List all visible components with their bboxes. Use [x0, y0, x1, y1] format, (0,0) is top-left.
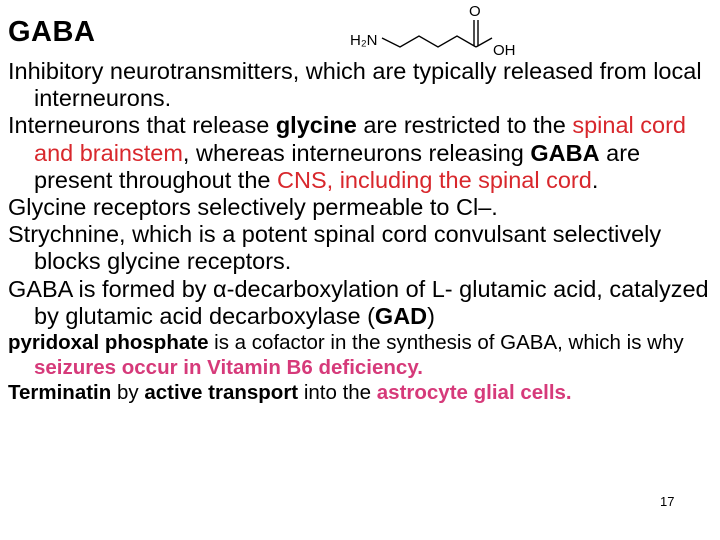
paragraph-p2	[8, 112, 714, 194]
text-segment: by	[111, 381, 145, 405]
bullet-content	[8, 58, 714, 405]
text-segment: Terminatin	[8, 381, 112, 405]
paragraph-p3	[8, 194, 714, 221]
carbonyl-oxygen-label: O	[469, 3, 481, 20]
gaba-structure-diagram	[346, 0, 526, 60]
text-segment: astrocyte glial cells.	[376, 381, 572, 405]
paragraph-p7	[8, 380, 714, 405]
text-segment: is a cofactor in the synthesis of GABA, which is why	[208, 331, 684, 355]
text-segment: into the	[298, 381, 377, 405]
text-segment: are restricted to the	[356, 112, 573, 139]
text-segment: , whereas interneurons releasing	[182, 139, 531, 166]
paragraph-p6	[8, 330, 714, 380]
carbon-chain-bonds	[382, 36, 476, 47]
page-number: 17	[660, 494, 675, 509]
text-segment: are present throughout the	[34, 139, 641, 193]
text-segment: .	[591, 166, 599, 193]
text-segment: GAD	[374, 302, 428, 329]
text-segment: active transport	[144, 381, 299, 405]
text-segment: CNS, including the spinal cord	[277, 166, 592, 193]
text-segment: Glycine receptors selectively permeable to Cl–.	[8, 194, 498, 221]
paragraph-p5	[8, 276, 714, 330]
text-segment: glycine	[275, 112, 357, 139]
amine-label: H₂N	[350, 32, 378, 49]
slide-title: GABA	[8, 16, 96, 48]
text-segment: GABA is formed by α-decarboxylation of L- glutamic acid, catalyzed by glutamic acid decarboxylase (	[8, 275, 709, 329]
text-segment: seizures occur in Vitamin B6 deficiency.	[34, 356, 423, 380]
text-segment: spinal cord and brainstem	[34, 112, 686, 166]
text-segment: Inhibitory neurotransmitters, which are typically released from local interneurons.	[8, 58, 702, 112]
hydroxyl-label: OH	[493, 42, 516, 59]
paragraph-p4	[8, 221, 714, 275]
paragraph-p1	[8, 58, 714, 112]
text-segment: GABA	[530, 139, 600, 166]
text-segment: Strychnine, which is a potent spinal cord convulsant selectively blocks glycine receptors.	[8, 221, 662, 275]
text-segment: )	[427, 302, 435, 329]
text-segment: Interneurons that release	[8, 112, 276, 139]
text-segment: pyridoxal phosphate	[8, 331, 209, 355]
